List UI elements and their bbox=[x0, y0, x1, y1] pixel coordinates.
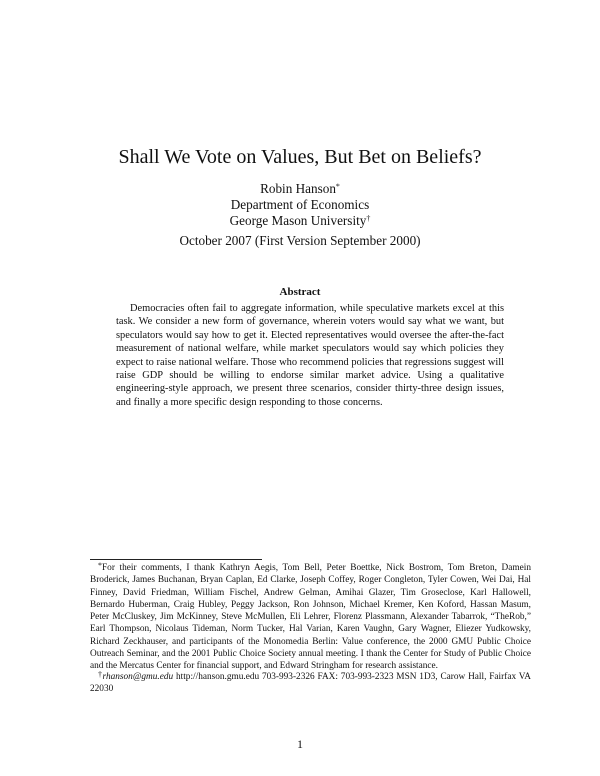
author-name-line bbox=[0, 181, 600, 197]
author-name: Robin Hanson bbox=[260, 181, 336, 196]
author-footnote-mark: * bbox=[335, 182, 340, 191]
author-university: George Mason University bbox=[229, 213, 367, 228]
author-university-line bbox=[0, 213, 600, 229]
footnote-text: For their comments, I thank Kathryn Aegis, Tom Bell, Peter Boettke, Nick Bostrom, Tom Breton, Damein Broderick, James Buchanan, Bryan Caplan, Ed Clarke, Joseph Coffey, Roger Congleton, Tyler Cowen, Wei Dai, Hal Finney, David Friedman, William Fischel, Andrew Gelman, Amihai Glazer, Tim Groseclose, Karl Hallowell, Bernardo Huberman, Craig Hubley, Peggy Jackson, Ron Johnson, Michael Kremer, Ken Koford, Hassan Masum, Peter McCluskey, Jim McKinney, Steve McMullen, Eli Lehrer, Florenz Plassmann, Alexander Tabarrok, “TheRob,” Earl Thompson, Nicolaus Tideman, Norm Tucker, Hal Varian, Karen Vaughn, Gary Wagner, Eliezer Yudkowsky, Richard Zeckhauser, and participants of the Monomedia Berlin: Value conference, the 2000 GMU Public Choice Outreach Seminar, and the 2001 Public Choice Society annual meeting. I thank the Center for Study of Public Choice and the Mercatus Center for financial support, and Edward Stringham for research assistance. bbox=[90, 563, 531, 672]
footnote-rule bbox=[90, 559, 262, 560]
footnote-contact bbox=[90, 671, 531, 696]
page-number: 1 bbox=[297, 737, 303, 751]
contact-details: http://hanson.gmu.edu 703-993-2326 FAX: 703-993-2323 MSN 1D3, Carow Hall, Fairfax VA 22030 bbox=[90, 672, 531, 695]
abstract-text: Democracies often fail to aggregate information, while speculative markets excel at this task. We consider a new form of governance, wherein voters would say what we want, but speculators would say how to get it. Elected representatives would oversee the after-the-fact measurement of national welfare, while market speculators would say which policies they expect to raise national welfare. Those who recommend policies that regressions suggest will raise GDP should be willing to endorse similar market advice. Using a qualitative engineering-style approach, we present three scenarios, consider thirty-three design issues, and finally a more specific design responding to those concerns. bbox=[116, 303, 504, 408]
paper-date: October 2007 (First Version September 2000) bbox=[179, 233, 421, 248]
footnote-mark: † bbox=[98, 670, 103, 679]
abstract-heading: Abstract bbox=[279, 286, 321, 298]
author-block bbox=[0, 181, 600, 229]
footnote-acknowledgments bbox=[90, 562, 531, 673]
author-email: rhanson@gmu.edu bbox=[102, 672, 174, 682]
university-footnote-mark: † bbox=[366, 214, 371, 223]
author-department: Department of Economics bbox=[230, 197, 370, 212]
footnote-mark: * bbox=[98, 561, 102, 570]
paper-title: Shall We Vote on Values, But Bet on Beliefs? bbox=[118, 146, 482, 168]
